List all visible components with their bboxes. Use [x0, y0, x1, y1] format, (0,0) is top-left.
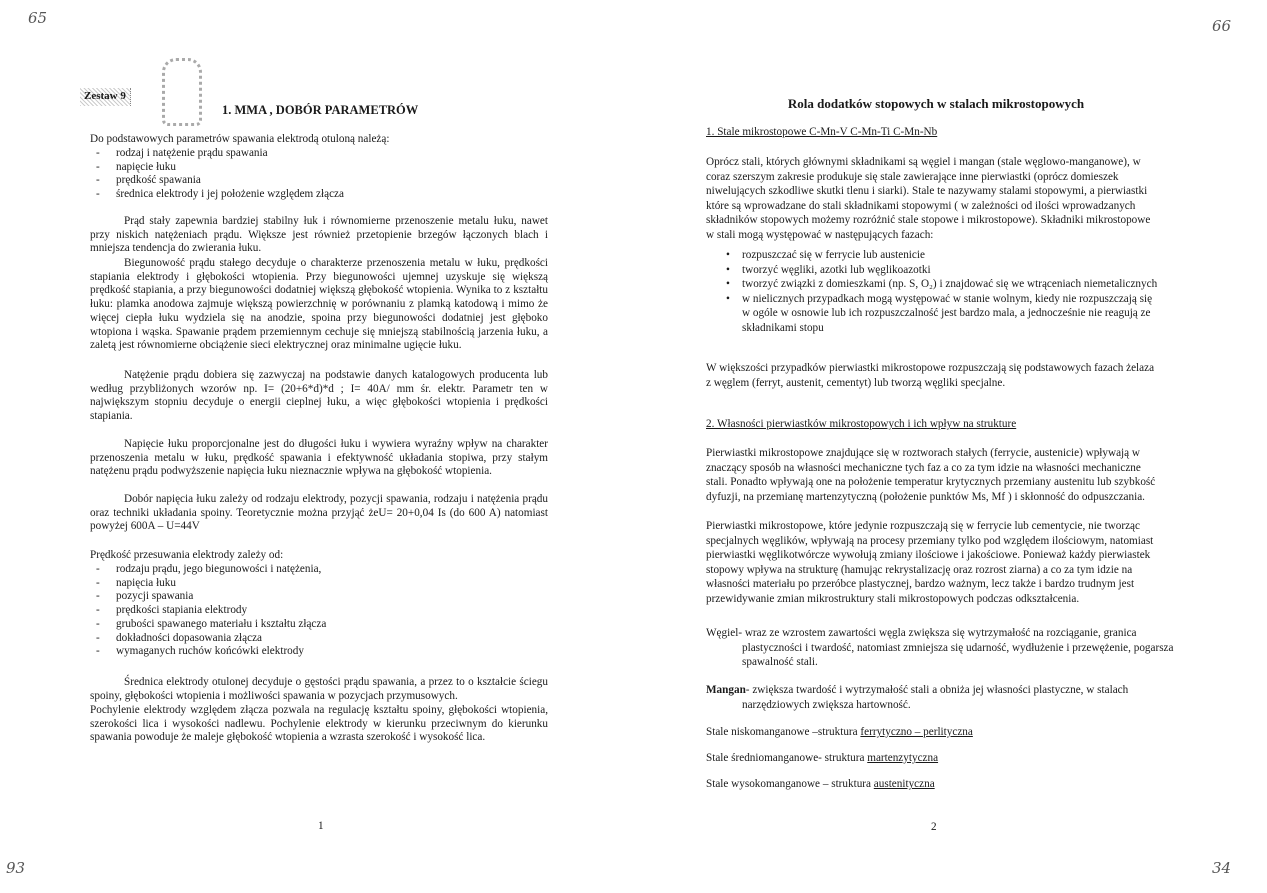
structure-label: Stale wysokomanganowe – struktura	[706, 778, 874, 790]
paragraph-prad: Prąd stały zapewnia bardziej stabilny łuk i równomierne przenoszenie metalu łuku, nawet przy niskich natężeniach prądu. Większe jest również przetopienie brzegów łączonych blach i mniejsza tendencja do zwierania łuku.	[90, 215, 548, 255]
list-item: • tworzyć związki z domieszkami (np. S, O₂) i znajdować się we wtrąceniach niemetalicznych	[706, 277, 1160, 292]
intro-text: Do podstawowych parametrów spawania elektrodą otuloną należą:	[90, 133, 390, 145]
page-title: 1. MMA , DOBÓR PARAMETRÓW	[222, 103, 419, 117]
paragraph: Pierwiastki mikrostopowe, które jedynie rozpuszczają się w ferrycie lub cementycie, nie tworząc specjalnych węglików, wpływają na procesy przemiany tylko pod względem ilościowym, natomiast pierwiastki węglikotwórcze wywołują zmiany ilościowe i jakościowe. Ponieważ każdy pierwiastek stopowy wpływa na strukturę (hamując rekrystalizację oraz rozrost ziarna) a co za tym idzie na własności materiału po przeróbce plastycznej, bardzo ważnym, lecz także i bardzo trudnym jest przewidywanie zmian mikrostruktury stali mikrostopowych podczas odkształcenia.	[706, 520, 1154, 605]
list-item: - rodzaju prądu, jego biegunowości i natężenia,	[90, 563, 548, 577]
list-item: - prędkości stapiania elektrody	[90, 604, 548, 618]
structure-value: martenzytyczna	[867, 752, 939, 764]
paragraph: Oprócz stali, których głównymi składnikami są węgiel i mangan (stale węglowo-manganowe), w coraz szerszym zakresie produkuje się stale zawierające inne pierwiastki (oprócz domieszek niwelujących szkodliwe skutki tlenu i siarki). Stale te nazywamy stalami stopowymi, a pierwiastki które są wprowadzane do stali składnikami stopowymi ( w zależności od ilości wprowadzanych składników stopowych możemy rozróżnić stale stopowe i mikrostopowe). Składniki mikrostopowe w stali mogą występować w następujących fazach:	[706, 156, 1151, 241]
handwritten-page-mark: 93	[6, 859, 26, 877]
carbon-entry	[706, 626, 1196, 670]
list-item: • rozpuszczać się w ferrycie lub austenicie	[706, 248, 1160, 263]
paragraph-napiecie: Napięcie łuku proporcjonalne jest do długości łuku i wywiera wyraźny wpływ na charakter przenoszenia metalu w łuku, prędkość spawania i efektywność układania stopiwa, przy stałym natężenu prądu podwyższenie napięcia łuku nieznacznie wpływa na głębokość wtopienia.	[90, 438, 548, 478]
paragraph-srednica: Średnica elektrody otulonej decyduje o gęstości prądu spawania, a przez to o kształcie ściegu spoiny, głębokości wtopienia i możliwości spawania w pozycjach przymusowych.	[90, 676, 548, 702]
list-item: - prędkość spawania	[90, 174, 548, 188]
structure-label: Stale średniomanganowe- struktura	[706, 752, 868, 764]
section-heading: 1. Stale mikrostopowe C-Mn-V C-Mn-Ti C-Mn-Nb	[706, 126, 938, 138]
handwritten-page-mark: 34	[1212, 859, 1232, 877]
manganese-entry	[706, 683, 1196, 712]
speed-heading: Prędkość przesuwania elektrody zależy od:	[90, 549, 284, 561]
carbon-label: Węgiel	[706, 627, 739, 639]
stamp-nine	[162, 58, 202, 126]
paragraph-pochylenie: Pochylenie elektrody względem złącza pozwala na regulację kształtu spoiny, głębokości wtopienia, szerokości lica i wysokości nadlewu. Pochylenie elektrody w kierunku przeciwnym do kierunku spawania powoduje że maleje głębokość wtopienia a wzrasta szerokość i wysokość lica.	[90, 704, 548, 744]
paragraph-biegunowosc: Biegunowość prądu stałego decyduje o charakterze przenoszenia metalu w łuku, prędkości stapiania elektrody i głębokości wtopienia. Przy biegunowości ujemnej uzyskuje się większą prędkość stapiania, a przy biegunowości dodatniej większą głębokość wtopienia. Wynika to z kształtu łuku: plamka anodowa zajmuje większą powierzchnię w porównaniu z plamką katodową i mimo że więcej ciepła łuku wydziela się na anodzie, spoina przy biegunowości dodatniej jest głęboko wtopiona i wąska. Spawanie prądem przemiennym cechuje się mniejszą stabilnością jarzenia łuku, a zaletą jest równomierne obciążenie sieci elektrycznej oraz minimalne ugięcie łuku.	[90, 257, 548, 352]
page-number: 1	[318, 820, 324, 832]
structure-line	[706, 777, 1160, 792]
structure-value: ferrytyczno – perlityczna	[860, 726, 973, 738]
list-item: - napięcie łuku	[90, 161, 548, 175]
list-item: - grubości spawanego materiału i kształtu złącza	[90, 618, 548, 632]
section-heading: 2. Własności pierwiastków mikrostopowych i ich wpływ na strukture	[706, 418, 1017, 430]
paragraph: W większości przypadków pierwiastki mikrostopowe rozpuszczają się podstawowych fazach żelaza z węglem (ferryt, austenit, cementyt) lub tworzą węgliki specjalne.	[706, 362, 1155, 389]
speed-factors-list	[90, 563, 548, 659]
structure-line	[706, 751, 1160, 766]
page-number: 2	[931, 821, 937, 833]
carbon-text: - wraz ze wzrostem zawartości węgla zwiększa się wytrzymałość na rozciąganie, granica plastyczności i twardość, natomiast zmniejsza się udarność, wydłużenie i przewężenie, pogarsza spawalność stali.	[738, 627, 1174, 669]
paragraph: Pierwiastki mikrostopowe znajdujące się w roztworach stałych (ferrycie, austenicie) wpływają w znaczący sposób na własności mechaniczne tych faz a co za tym idzie na własności mechaniczne stali. Ponadto wpływają one na położenie temperatur krytycznych przemiany austenitu lub szybkość dyfuzji, na przemianę martenzytyczną (położenie punktów Ms, Mf ) i skłonność do odpuszczania.	[706, 447, 1156, 503]
list-item: - dokładności dopasowania złącza	[90, 632, 548, 646]
list-item: - wymaganych ruchów końcówki elektrody	[90, 645, 548, 659]
list-item: - pozycji spawania	[90, 590, 548, 604]
list-item: • w nielicznych przypadkach mogą występować w stanie wolnym, kiedy nie rozpuszczają się w ogóle w osnowie lub ich rozpuszczalność jest bardzo mala, a jednocześnie nie reagują ze składnikami stopu	[706, 292, 1160, 336]
list-item: • tworzyć węgliki, azotki lub węglikoazotki	[706, 263, 1160, 278]
phases-list	[706, 248, 1160, 336]
page-title: Rola dodatków stopowych w stalach mikrostopowych	[787, 96, 1085, 111]
structure-label: Stale niskomanganowe –struktura	[706, 726, 861, 738]
list-item: - napięcia łuku	[90, 577, 548, 591]
handwritten-page-mark: 65	[28, 9, 48, 27]
structure-value: austenityczna	[873, 778, 935, 790]
paragraph-natezenie: Natężenie prądu dobiera się zazwyczaj na podstawie danych katalogowych producenta lub według przybliżonych wzorów np. I= (20+6*d)*d ; I= 40A/ mm śr. elektr. Parametr ten w największym stopniu decyduje o energii cieplnej łuku, a więc głębokości wtopienia i prędkości stapiania.	[90, 369, 548, 423]
structure-line	[706, 725, 1160, 740]
paragraph-dobor: Dobór napięcia łuku zależy od rodzaju elektrody, pozycji spawania, rodzaju i natężenia prądu oraz techniki układania spoiny. Teoretycznie można przyjąć żeU= 20+0,04 Is (do 600 A) natomiast powyżej 600A – U=44V	[90, 493, 548, 533]
list-item: - rodzaj i natężenie prądu spawania	[90, 147, 548, 161]
manganese-label: Mangan	[706, 684, 746, 696]
params-list	[90, 147, 548, 202]
set-badge: Zestaw 9	[80, 88, 131, 106]
handwritten-page-mark: 66	[1212, 17, 1232, 35]
manganese-text: - zwiększa twardość i wytrzymałość stali a obniża jej własności plastyczne, w stalach narzędziowych zwiększa hartowność.	[742, 684, 1129, 711]
list-item: - średnica elektrody i jej położenie względem złącza	[90, 188, 548, 202]
